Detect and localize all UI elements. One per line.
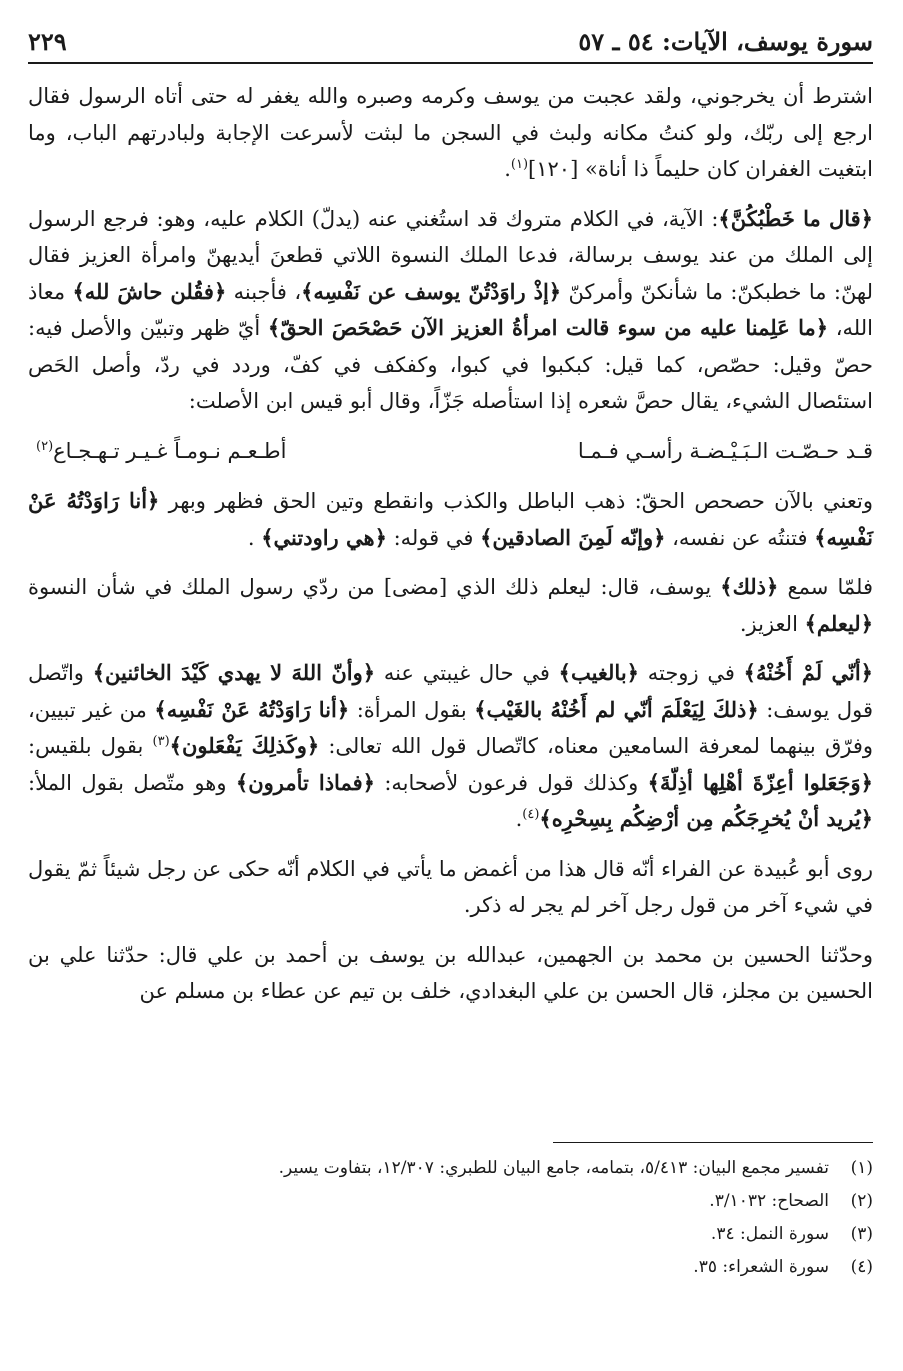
page-number: ٢٢٩ [28,27,67,56]
paragraph [28,483,873,556]
paragraph [28,655,873,838]
text-run: روى أبو عُبيدة عن الفراء أنّه قال هذا من أغمض ما يأتي في الكلام أنّه حكى عن رجل شيئاً ثمّ يقول في شيء آخر من قول رجل آخر لم يجر له ذكر. [28,856,873,917]
main-text [28,78,873,1023]
footnote-marker: (٤) [522,807,540,822]
surah-title: سورة يوسف، الآيات: ٥٤ ـ ٥٧ [578,27,873,56]
quran-quote: ﴿أنّي لَمْ أَخُنْهُ﴾ [743,660,873,685]
text-run: اشترط أن يخرجوني، ولقد عجبت من يوسف وكرمه وصبره والله يغفر له حتى أتاه الرسول فقال ارجع إلى ربّك، ولو كنتُ مكانه ولبث في السجن ما لبثت لأسرعت الإجابة ولبادرتهم الباب، وما ابتغيت الغفران كان حليماً ذا أناة» [١٢٠] [28,84,873,181]
text-run: وحدّثنا الحسين بن محمد بن الجهمين، عبدالله بن يوسف بن أحمد بن علي قال: حدّثنا علي بن الحسين بن مجلز، قال الحسن بن علي البغدادي، خلف بن تيم عن عطاء بن مسلم عن [28,942,873,1003]
text-run: من غير تبيين، وفرّق بينهما لمعرفة السامعين معناه، كاتّصال قول الله تعالى: [28,697,874,758]
text-run: وهو متّصل بقول الملأ: [28,770,236,795]
text-run: معاذ الله، [28,279,873,340]
quran-quote: ﴿أنا رَاوَدْتُهُ عَنْ نَفْسِه﴾ [28,488,873,550]
footnote-marker: (٢) [36,438,54,454]
footnote-item [28,1218,873,1251]
paragraph [28,201,873,420]
running-header [28,20,873,64]
quran-quote: ﴿ذلكَ لِيَعْلَمَ أنّي لم أَخُنْهُ بالغَيْب﴾ [474,696,759,722]
footnotes [28,1152,873,1284]
text-run: . [515,807,523,831]
paragraph [28,851,873,924]
verse-hemistich-first: قـد حـصّـت الـبَـيْـضـة رأسـي فـمـا [577,438,873,463]
text-run: فلمّا سمع [778,575,873,599]
quran-quote: ﴿أنا رَاوَدْتُهُ عَنْ نَفْسِه﴾ [154,696,350,722]
footnote-text: سورة الشعراء: ٣٥. [693,1257,829,1277]
text-run: وكذلك قول فرعون لأصحابه: [374,770,648,795]
footnote-item [28,1185,873,1218]
text-run: في قوله: [386,525,481,550]
footnote-text: تفسير مجمع البيان: ٥/٤١٣، بتمامه، جامع البيان للطبري: ١٢/٣٠٧، بتفاوت يسير. [278,1158,829,1178]
text-run: واتّصل قول يوسف: [28,661,873,722]
text-run: بقول المرأة: [349,697,475,722]
text-run: العزيز. [739,611,805,636]
footnote-number: (٤) [850,1257,873,1277]
quran-quote: ﴿وإنّه لَمِنَ الصادقين﴾ [480,524,666,550]
footnote-number: (٣) [850,1224,873,1244]
text-run: يوسف، قال: ليعلم ذلك الذي [مضى] من ردّي رسول الملك في شأن النسوة [28,575,721,599]
paragraphs-after-verse [28,483,873,1010]
text-run: في حال غيبتي عنه [375,661,559,685]
footnote-text: سورة النمل: ٣٤. [710,1224,829,1244]
quran-quote: ﴿وأنّ اللهَ لا يهدي كَيْدَ الخائنين﴾ [92,660,376,685]
footnote-item [28,1251,873,1284]
text-run: : الآية، في الكلام متروك قد استُغني عنه (يدلّ) الكلام عليه، وهو: فرجع الرسول إلى الملك من عند يوسف برسالة، فدعا الملك النسوة اللاتي قطعنَ أيديهنّ وامرأة العزيز فقال لهنّ: ما خطبكنّ: ما شأنكنّ وأمركنّ [28,206,874,304]
poetry-verse [28,433,873,470]
paragraph [28,569,873,642]
quran-quote: ﴿هي راودتني﴾ [261,524,387,550]
paragraph [28,937,873,1010]
paragraphs-before-verse [28,78,873,420]
footnote-item [28,1152,873,1185]
quran-quote: ﴿بالغيب﴾ [558,660,639,685]
text-run: وتعني بالآن حصحص الحقّ: ذهب الباطل والكذب وانقطع وتين الحق فظهر وبهر [159,489,873,513]
quran-quote: ﴿فقُلن حاشَ لله﴾ [72,278,227,304]
quran-quote: ﴿يُريد أنْ يُخرِجَكُم مِن أرْضِكُم بِسِحْرِه﴾ [539,806,873,831]
text-run: أيّ ظهر وتبيّن والأصل فيه: حصّ وقيل: حصّص، كما قيل: كبكبوا في كبوا، وكفكف في كفّ، وردد في ردّ، وأصل الحَص استئصال الشيء، يقال حصَّ شعره إذا استأصله جَزّاً، وقال أبو قيس ابن الأصلت: [28,316,873,413]
footnote-text: الصحاح: ٣/١٠٣٢. [709,1191,829,1211]
verse-hemistich-second: أطـعـم نـومـاً غـيـر تـهـجـاع$^{(٢)}$ [36,438,287,463]
text-run: في زوجته [638,661,744,685]
quran-quote: ﴿ذلك﴾ [720,574,779,599]
text-run: . [247,525,262,550]
footnote-separator [553,1142,873,1143]
text-run: ، فأجبنه [226,279,302,304]
quran-quote: ﴿وَجَعَلوا أعِزّةَ أهْلِها أذِلّةَ﴾ [647,769,873,795]
quran-quote: ﴿فماذا تأمرون﴾ [235,769,375,795]
footnote-marker: (٣) [152,734,170,749]
quran-quote: ﴿ليعلم﴾ [804,610,873,636]
footnote-number: (١) [850,1158,873,1178]
text-run: . [504,157,511,181]
quran-quote: ﴿إذْ راوَدْتُنّ يوسف عن نَفْسِه﴾ [301,278,562,304]
text-run: فتنتُه عن نفسه، [665,525,815,550]
text-run: بقول بلقيس: [28,734,153,758]
paragraph [28,78,873,188]
quran-quote: ﴿ما عَلِمنا عليه من سوء قالت امرأةُ العزيز الآن حَصْحَصَ الحقّ﴾ [267,315,829,340]
quran-quote: ﴿وكَذلِكَ يَفْعَلون﴾ [169,733,320,758]
footnote-number: (٢) [850,1191,873,1211]
quran-quote: ﴿قال ما خَطْبُكُنَّ﴾ [718,205,873,231]
footnote-marker: (١) [510,157,529,172]
